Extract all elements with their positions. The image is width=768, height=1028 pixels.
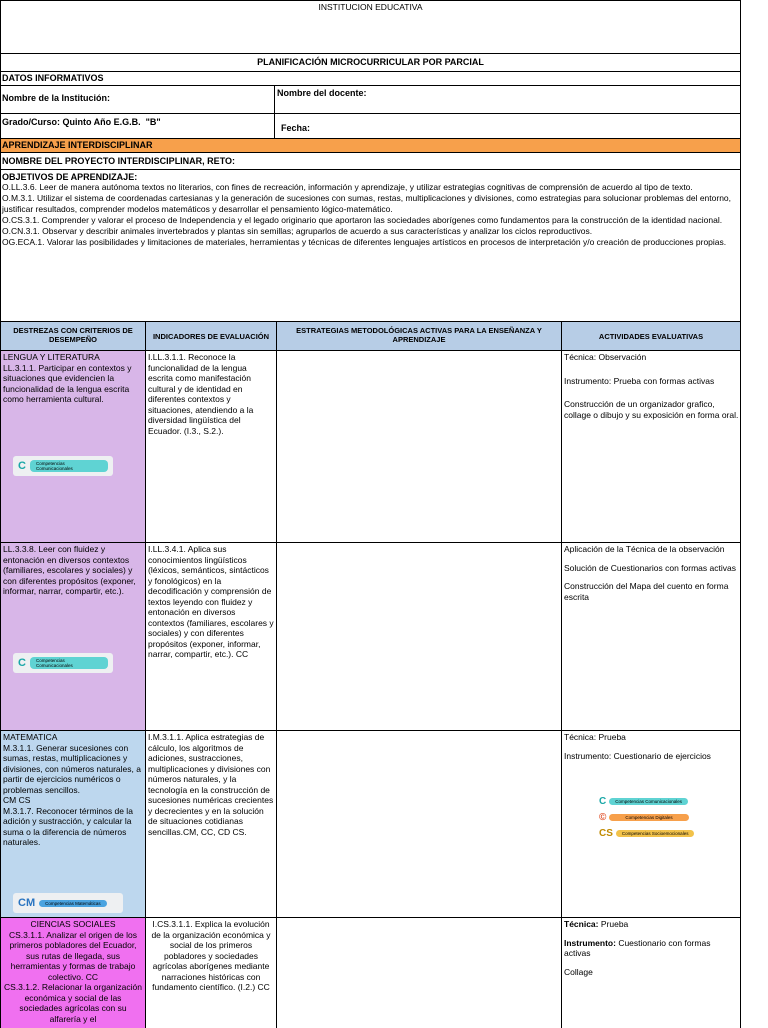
datos-title: DATOS INFORMATIVOS bbox=[2, 73, 104, 83]
objetivo-item: OG.ECA.1. Valorar las posibilidades y limitaciones de materiales, herramientas y técnicas de diferentes lenguajes artísticos en procesos de interpretación y/o creación de producciones propias. bbox=[2, 237, 727, 247]
cs-icon: CS bbox=[599, 828, 613, 839]
actividad-item: Técnica: Prueba bbox=[564, 732, 626, 742]
fecha-label: Fecha: bbox=[281, 123, 311, 133]
competencias-stack bbox=[599, 796, 694, 839]
competencia-item bbox=[599, 828, 694, 839]
table-row bbox=[0, 731, 741, 918]
instrumento-value: Cuestionario con formas activas bbox=[564, 937, 711, 958]
docente-label: Nombre del docente: bbox=[277, 88, 367, 98]
competencias-comunicacionales-badge bbox=[13, 653, 113, 673]
actividad-item bbox=[564, 919, 739, 930]
header-estrategias: ESTRATEGIAS METODOLÓGICAS ACTIVAS PARA LA ENSEÑANZA Y APRENDIZAJE bbox=[296, 326, 542, 344]
badge-label: Competencias Matemáticas bbox=[39, 900, 107, 907]
institution-header bbox=[0, 0, 741, 54]
actividad-item: Solución de Cuestionarios con formas activas bbox=[564, 562, 736, 573]
aprendizaje-title-row bbox=[0, 139, 741, 153]
competencias-matematicas-badge bbox=[13, 893, 123, 913]
destreza-cell: MATEMATICA M.3.1.1. Generar sucesiones con sumas, restas, multiplicaciones y divisiones, con números naturales, a partir de ejercicios numéricos o problemas sencillos. CM CS M.3.1.7. Reconocer términos de la adición y sustracción, y calcular la suma o la diferencia de números naturales. bbox=[1, 731, 145, 917]
plan-title: PLANIFICACIÓN MICROCURRICULAR POR PARCIAL bbox=[257, 57, 484, 67]
objetivo-item: O.LL.3.6. Leer de manera autónoma textos no literarios, con fines de recreación, información y aprendizaje, y utilizar estrategias cognitivas de comprensión de acuerdo al tipo de texto. bbox=[2, 182, 693, 192]
c-icon: C bbox=[18, 460, 26, 472]
actividad-item: Aplicación de la Técnica de la observación bbox=[564, 544, 725, 554]
table-row bbox=[0, 351, 741, 543]
c-icon: C bbox=[599, 796, 607, 807]
table-row bbox=[0, 543, 741, 731]
actividad-item: Construcción de un organizador grafico, collage o dibujo y su exposición en forma oral. bbox=[564, 399, 739, 420]
c-icon: C bbox=[18, 657, 26, 669]
actividad-item: Instrumento: Cuestionario de ejercicios bbox=[564, 750, 711, 761]
objetivos-list bbox=[2, 182, 737, 248]
header-actividades: ACTIVIDADES EVALUATIVAS bbox=[598, 332, 704, 341]
destreza-cell: LL.3.3.8. Leer con fluidez y entonación en diversos contextos (familiares, escolares y sociales) y con diferentes propósitos (exponer, informar, narrar, compartir, etc.). bbox=[1, 543, 145, 730]
actividad-item: Instrumento: Prueba con formas activas bbox=[564, 375, 715, 386]
badge-label: Competencias Comunicacionales bbox=[30, 657, 108, 669]
competencia-label: Competencias Digitales bbox=[609, 814, 688, 821]
objetivo-item: O.M.3.1. Utilizar el sistema de coordenadas cartesianas y la generación de sucesiones con sumas, restas, multiplicaciones y divisiones, como estrategias para solucionar problemas del entorno, justificar resultados, comprender modelos matemáticos y desarrollar el pensamiento lógico-matemático. bbox=[2, 193, 732, 214]
actividades-cell bbox=[562, 918, 741, 978]
objetivo-item: O.CN.3.1. Observar y describir animales invertebrados y plantas sin semillas; agruparlos de acuerdo a sus características y analizar los ciclos reproductivos. bbox=[2, 226, 593, 236]
datos-row-1 bbox=[0, 86, 741, 114]
objetivos-row bbox=[0, 170, 741, 322]
competencia-label: Competencias Comunicacionales bbox=[609, 798, 688, 805]
cd-icon: © bbox=[599, 812, 607, 823]
objetivo-item: O.CS.3.1. Comprender y valorar el proceso de Independencia y el legado originario que aportaron las sociedades aborígenes como fundamentos para la construcción de la identidad nacional. bbox=[2, 215, 723, 225]
header-destrezas: DESTREZAS CON CRITERIOS DE DESEMPEÑO bbox=[13, 326, 133, 344]
indicador-cell: I.CS.3.1.1. Explica la evolución de la organización económica y social de los primeros pobladores y sociedades agrícolas aborígenes mediante narraciones históricas con fundamento científico. (I.2.) CC bbox=[151, 919, 271, 992]
datos-title-row bbox=[0, 72, 741, 86]
actividades-cell bbox=[562, 351, 741, 421]
tecnica-value: Prueba bbox=[598, 919, 629, 929]
table-header-row bbox=[0, 322, 741, 351]
instrumento-label: Instrumento: bbox=[564, 937, 616, 948]
actividad-item: Técnica: Observación bbox=[564, 352, 647, 362]
tecnica-label: Técnica: bbox=[564, 919, 599, 929]
actividad-item bbox=[564, 938, 739, 959]
plan-title-row bbox=[0, 53, 741, 72]
destreza-cell: LENGUA Y LITERATURA LL.3.1.1. Participar en contextos y situaciones que evidencien la funcionalidad de la lengua escrita como herramienta cultural. bbox=[1, 351, 145, 542]
badge-label: Competencias Comunicacionales bbox=[30, 460, 108, 472]
table-row bbox=[0, 918, 741, 1028]
objetivos-title: OBJETIVOS DE APRENDIZAJE: bbox=[2, 172, 138, 182]
competencia-item bbox=[599, 796, 694, 807]
indicador-cell: I.M.3.1.1. Aplica estrategias de cálculo, los algoritmos de adiciones, sustracciones, multiplicaciones y divisiones con números naturales, y la tecnología en la construcción de sucesiones numéricas crecientes y decrecientes y en la solución de situaciones cotidianas sencillas.CM, CC, CD CS. bbox=[148, 732, 274, 837]
proyecto-label: NOMBRE DEL PROYECTO INTERDISCIPLINAR, RETO: bbox=[2, 156, 236, 166]
cm-icon: CM bbox=[18, 897, 36, 909]
actividades-cell bbox=[562, 731, 741, 762]
destreza-cell: CIENCIAS SOCIALES CS.3.1.1. Analizar el origen de los primeros pobladores del Ecuador, sus rutas de llegada, sus herramientas y formas de trabajo colectivo. CC CS.3.1.2. Relacionar la organización económica y social de las sociedades agrícolas con su alfarería y el bbox=[1, 918, 145, 1028]
competencias-comunicacionales-badge bbox=[13, 456, 113, 476]
competencia-item bbox=[599, 812, 694, 823]
actividad-item: Collage bbox=[564, 966, 593, 977]
proyecto-row bbox=[0, 153, 741, 170]
aprendizaje-title: APRENDIZAJE INTERDISCIPLINAR bbox=[2, 140, 153, 150]
actividad-item: Construcción del Mapa del cuento en forma escrita bbox=[564, 581, 729, 602]
indicador-cell: I.LL.3.1.1. Reconoce la funcionalidad de la lengua escrita como manifestación cultural y de identidad en diferentes contextos y situaciones, atendiendo a la diversidad lingüística del Ecuador. (I.3., S.2.). bbox=[148, 352, 254, 436]
actividades-cell bbox=[562, 543, 741, 603]
header-indicadores: INDICADORES DE EVALUACIÓN bbox=[152, 332, 270, 341]
datos-row-2 bbox=[0, 114, 741, 139]
institucion-label: Nombre de la Institución: bbox=[2, 93, 111, 103]
indicador-cell: I.LL.3.4.1. Aplica sus conocimientos lingüísticos (léxicos, semánticos, sintácticos y fonológicos) en la decodificación y comprensión de textos leyendo con fluidez y entonación en diversos contextos (familiares, escolares y sociales) y con diferentes propósitos (exponer, informar, narrar, compartir, etc.). CC bbox=[148, 544, 274, 659]
grado-label: Grado/Curso: Quinto Año E.G.B. "B" bbox=[2, 117, 161, 127]
competencia-label: Competencias Socioemocionales bbox=[616, 830, 695, 837]
institution-title: INSTITUCION EDUCATIVA bbox=[318, 2, 423, 12]
